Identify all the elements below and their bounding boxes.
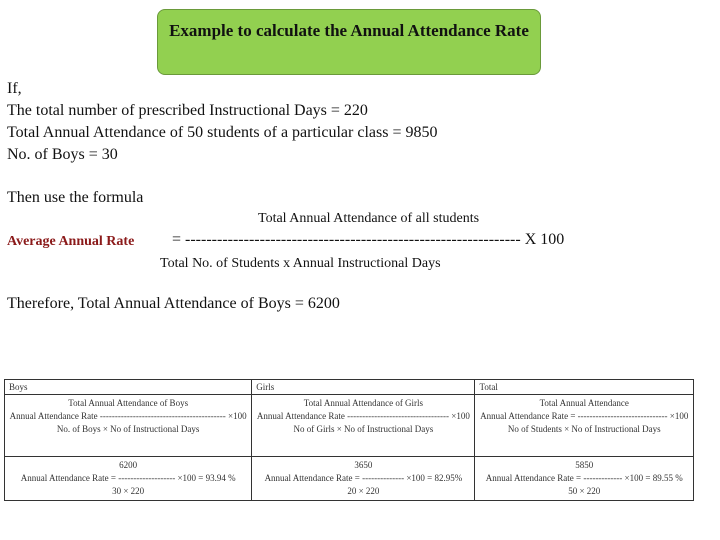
text-line: No. of Boys = 30 — [7, 146, 118, 163]
cell-den: 50 × 220 — [568, 486, 601, 496]
cell-num: Total Annual Attendance of Boys — [68, 398, 189, 408]
calc-cell — [475, 457, 694, 501]
cell-den: No of Students × No of Instructional Days — [507, 424, 661, 434]
cell-line: Annual Attendance Rate = ------------------------------ ×100 — [480, 411, 689, 421]
cell-den: 20 × 220 — [347, 486, 380, 496]
cell-line: Annual Attendance Rate = ------------------- ×100 = 93.94 % — [20, 473, 236, 483]
header-total: Total — [475, 380, 694, 395]
text-line: Total Annual Attendance of 50 students of a particular class = 9850 — [7, 124, 438, 141]
formula-denominator: Total No. of Students x Annual Instructional Days — [160, 256, 441, 271]
formula-cell — [475, 395, 694, 457]
cell-num: Total Annual Attendance — [539, 398, 629, 408]
cell-line: Annual Attendance Rate ---------------------------------- ×100 — [256, 411, 470, 421]
cell-line: Annual Attendance Rate = ------------- ×100 = 89.55 % — [485, 473, 683, 483]
formula-cell — [252, 395, 475, 457]
formula-cell — [5, 395, 252, 457]
cell-den: 30 × 220 — [112, 486, 145, 496]
cell-den: No of Girls × No of Instructional Days — [293, 424, 434, 434]
calc-cell — [5, 457, 252, 501]
cell-line: Annual Attendance Rate ------------------------------------------ ×100 — [9, 411, 247, 421]
cell-den: No. of Boys × No of Instructional Days — [56, 424, 200, 434]
text-line: If, — [7, 80, 22, 97]
cell-num: 5850 — [575, 460, 594, 470]
header-girls: Girls — [252, 380, 475, 395]
calc-cell — [252, 457, 475, 501]
result-text: Therefore, Total Annual Attendance of Boys = 6200 — [7, 295, 340, 312]
cell-num: 6200 — [119, 460, 138, 470]
formula-label: Average Annual Rate — [7, 234, 135, 249]
header-boys: Boys — [5, 380, 252, 395]
formula-intro: Then use the formula — [7, 189, 144, 206]
attendance-table — [4, 379, 694, 501]
slide-title: Example to calculate the Annual Attendance Rate — [157, 9, 541, 75]
cell-line: Annual Attendance Rate = -------------- ×100 = 82.95% — [264, 473, 463, 483]
formula-line: = --------------------------------------------------------------- X 100 — [172, 231, 565, 248]
text-line: The total number of prescribed Instructional Days = 220 — [7, 102, 368, 119]
cell-num: Total Annual Attendance of Girls — [303, 398, 424, 408]
cell-num: 3650 — [354, 460, 373, 470]
formula-numerator: Total Annual Attendance of all students — [258, 211, 480, 226]
